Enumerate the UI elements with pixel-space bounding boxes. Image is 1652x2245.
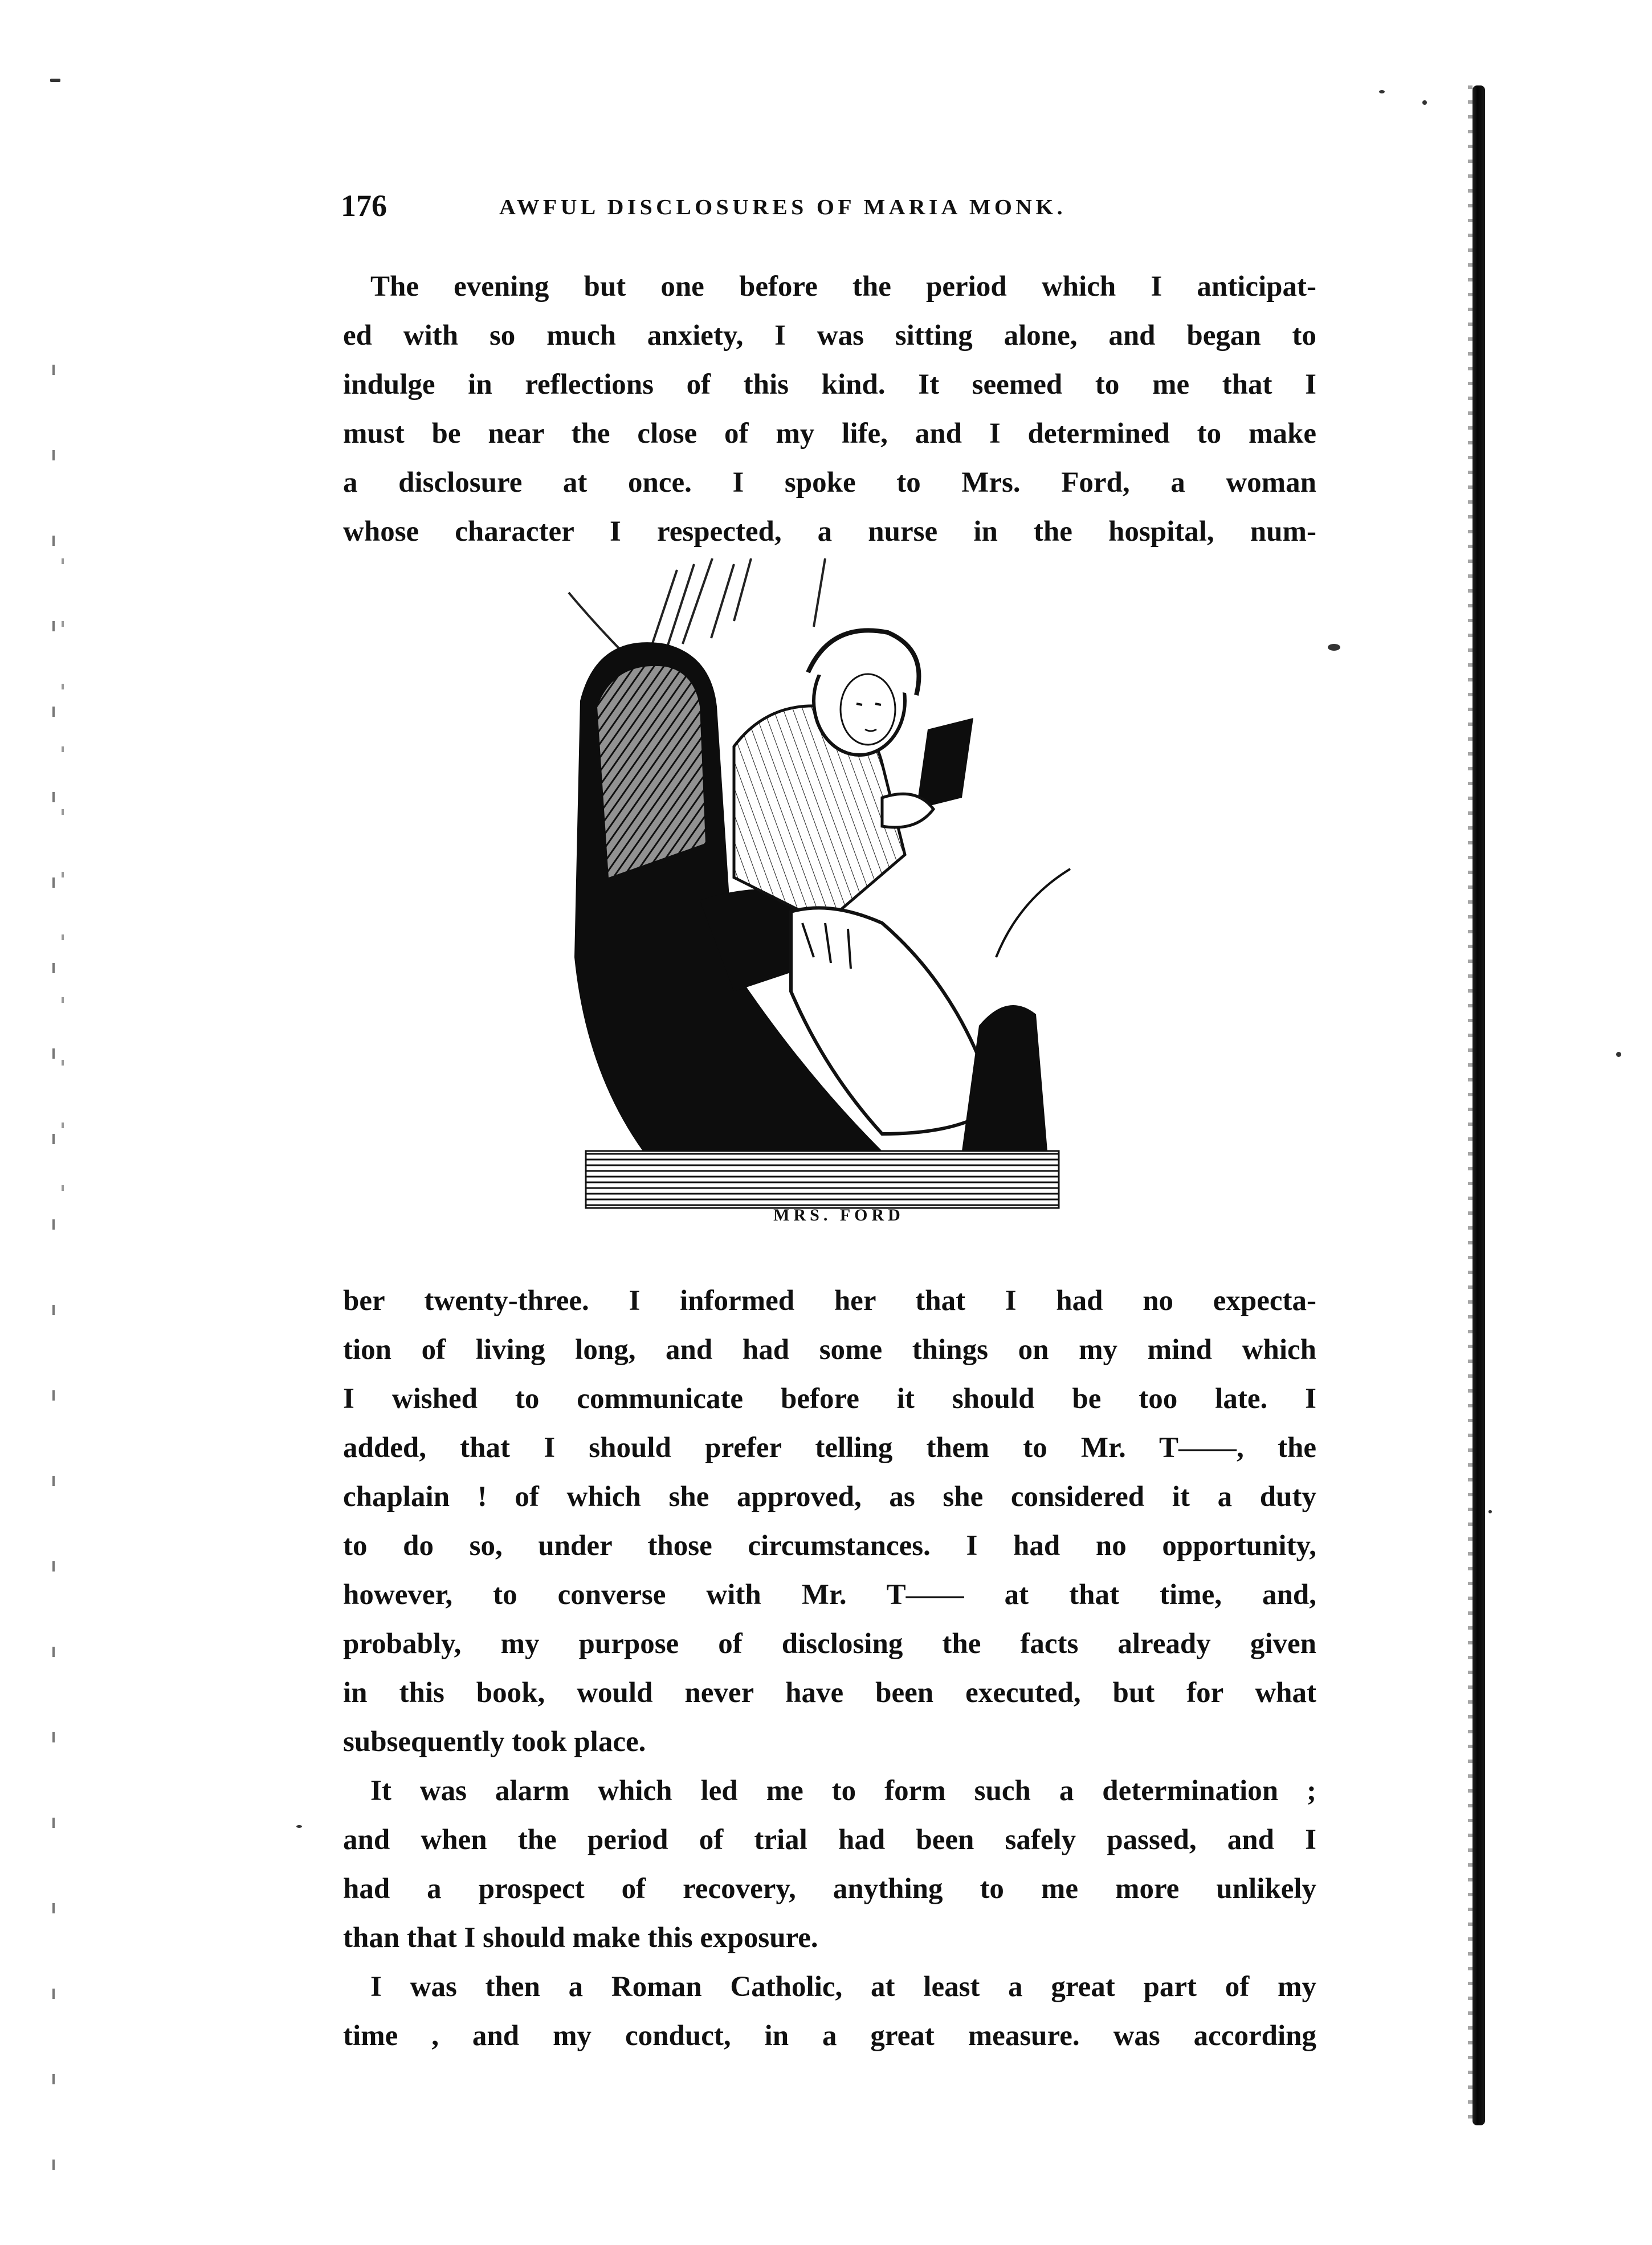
text-line: time , and my conduct, in a great measure. was according xyxy=(343,2020,1316,2052)
scan-speck xyxy=(1379,90,1385,93)
scan-speck xyxy=(50,79,60,82)
text-line: I was then a Roman Catholic, at least a great part of my xyxy=(370,1971,1316,2003)
text-line: a disclosure at once. I spoke to Mrs. Ford, a woman xyxy=(343,467,1316,499)
engraving-woman-in-chair-icon xyxy=(563,558,1093,1214)
body-text-bottom xyxy=(343,1276,1316,2060)
text-line: had a prospect of recovery, anything to me more unlikely xyxy=(343,1873,1316,1905)
text-line: indulge in reflections of this kind. It seemed to me that I xyxy=(343,369,1316,401)
text-line: however, to converse with Mr. T—— at that time, and, xyxy=(343,1579,1316,1611)
text-line: added, that I should prefer telling them to Mr. T——, the xyxy=(343,1432,1316,1464)
text-line: must be near the close of my life, and I determined to make xyxy=(343,418,1316,450)
scan-speck xyxy=(1422,100,1427,105)
text-line: It was alarm which led me to form such a determination ; xyxy=(370,1775,1316,1807)
scan-speck xyxy=(1328,644,1340,651)
text-line: I wished to communicate before it should be too late. I xyxy=(343,1383,1316,1415)
text-line: ber twenty-three. I informed her that I had no expecta- xyxy=(343,1285,1316,1317)
text-line: ed with so much anxiety, I was sitting alone, and began to xyxy=(343,320,1316,352)
text-line: subsequently took place. xyxy=(343,1726,646,1758)
text-line: than that I should make this exposure. xyxy=(343,1922,818,1954)
text-line: whose character I respected, a nurse in the hospital, num- xyxy=(343,516,1316,548)
scan-margin-marks xyxy=(52,365,55,2222)
text-line: in this book, would never have been executed, but for what xyxy=(343,1677,1316,1709)
text-line: and when the period of trial had been safely passed, and I xyxy=(343,1824,1316,1856)
scan-margin-marks-inner xyxy=(62,558,64,1242)
scan-speck xyxy=(1488,1510,1492,1513)
figure-caption: MRS. FORD xyxy=(773,1206,904,1224)
body-text-top xyxy=(343,262,1316,556)
running-head: AWFUL DISCLOSURES OF MARIA MONK. xyxy=(499,195,1066,219)
text-line: probably, my purpose of disclosing the facts already given xyxy=(343,1628,1316,1660)
book-spine-edge xyxy=(1472,85,1485,2125)
text-line: chaplain ! of which she approved, as she considered it a duty xyxy=(343,1481,1316,1513)
text-line: The evening but one before the period which I anticipat- xyxy=(370,271,1316,303)
scan-speck xyxy=(296,1825,302,1828)
scan-speck xyxy=(1616,1052,1621,1057)
page-number: 176 xyxy=(341,189,387,223)
text-line: to do so, under those circumstances. I had no opportunity, xyxy=(343,1530,1316,1562)
page-header xyxy=(341,188,1139,228)
text-line: tion of living long, and had some things on my mind which xyxy=(343,1334,1316,1366)
